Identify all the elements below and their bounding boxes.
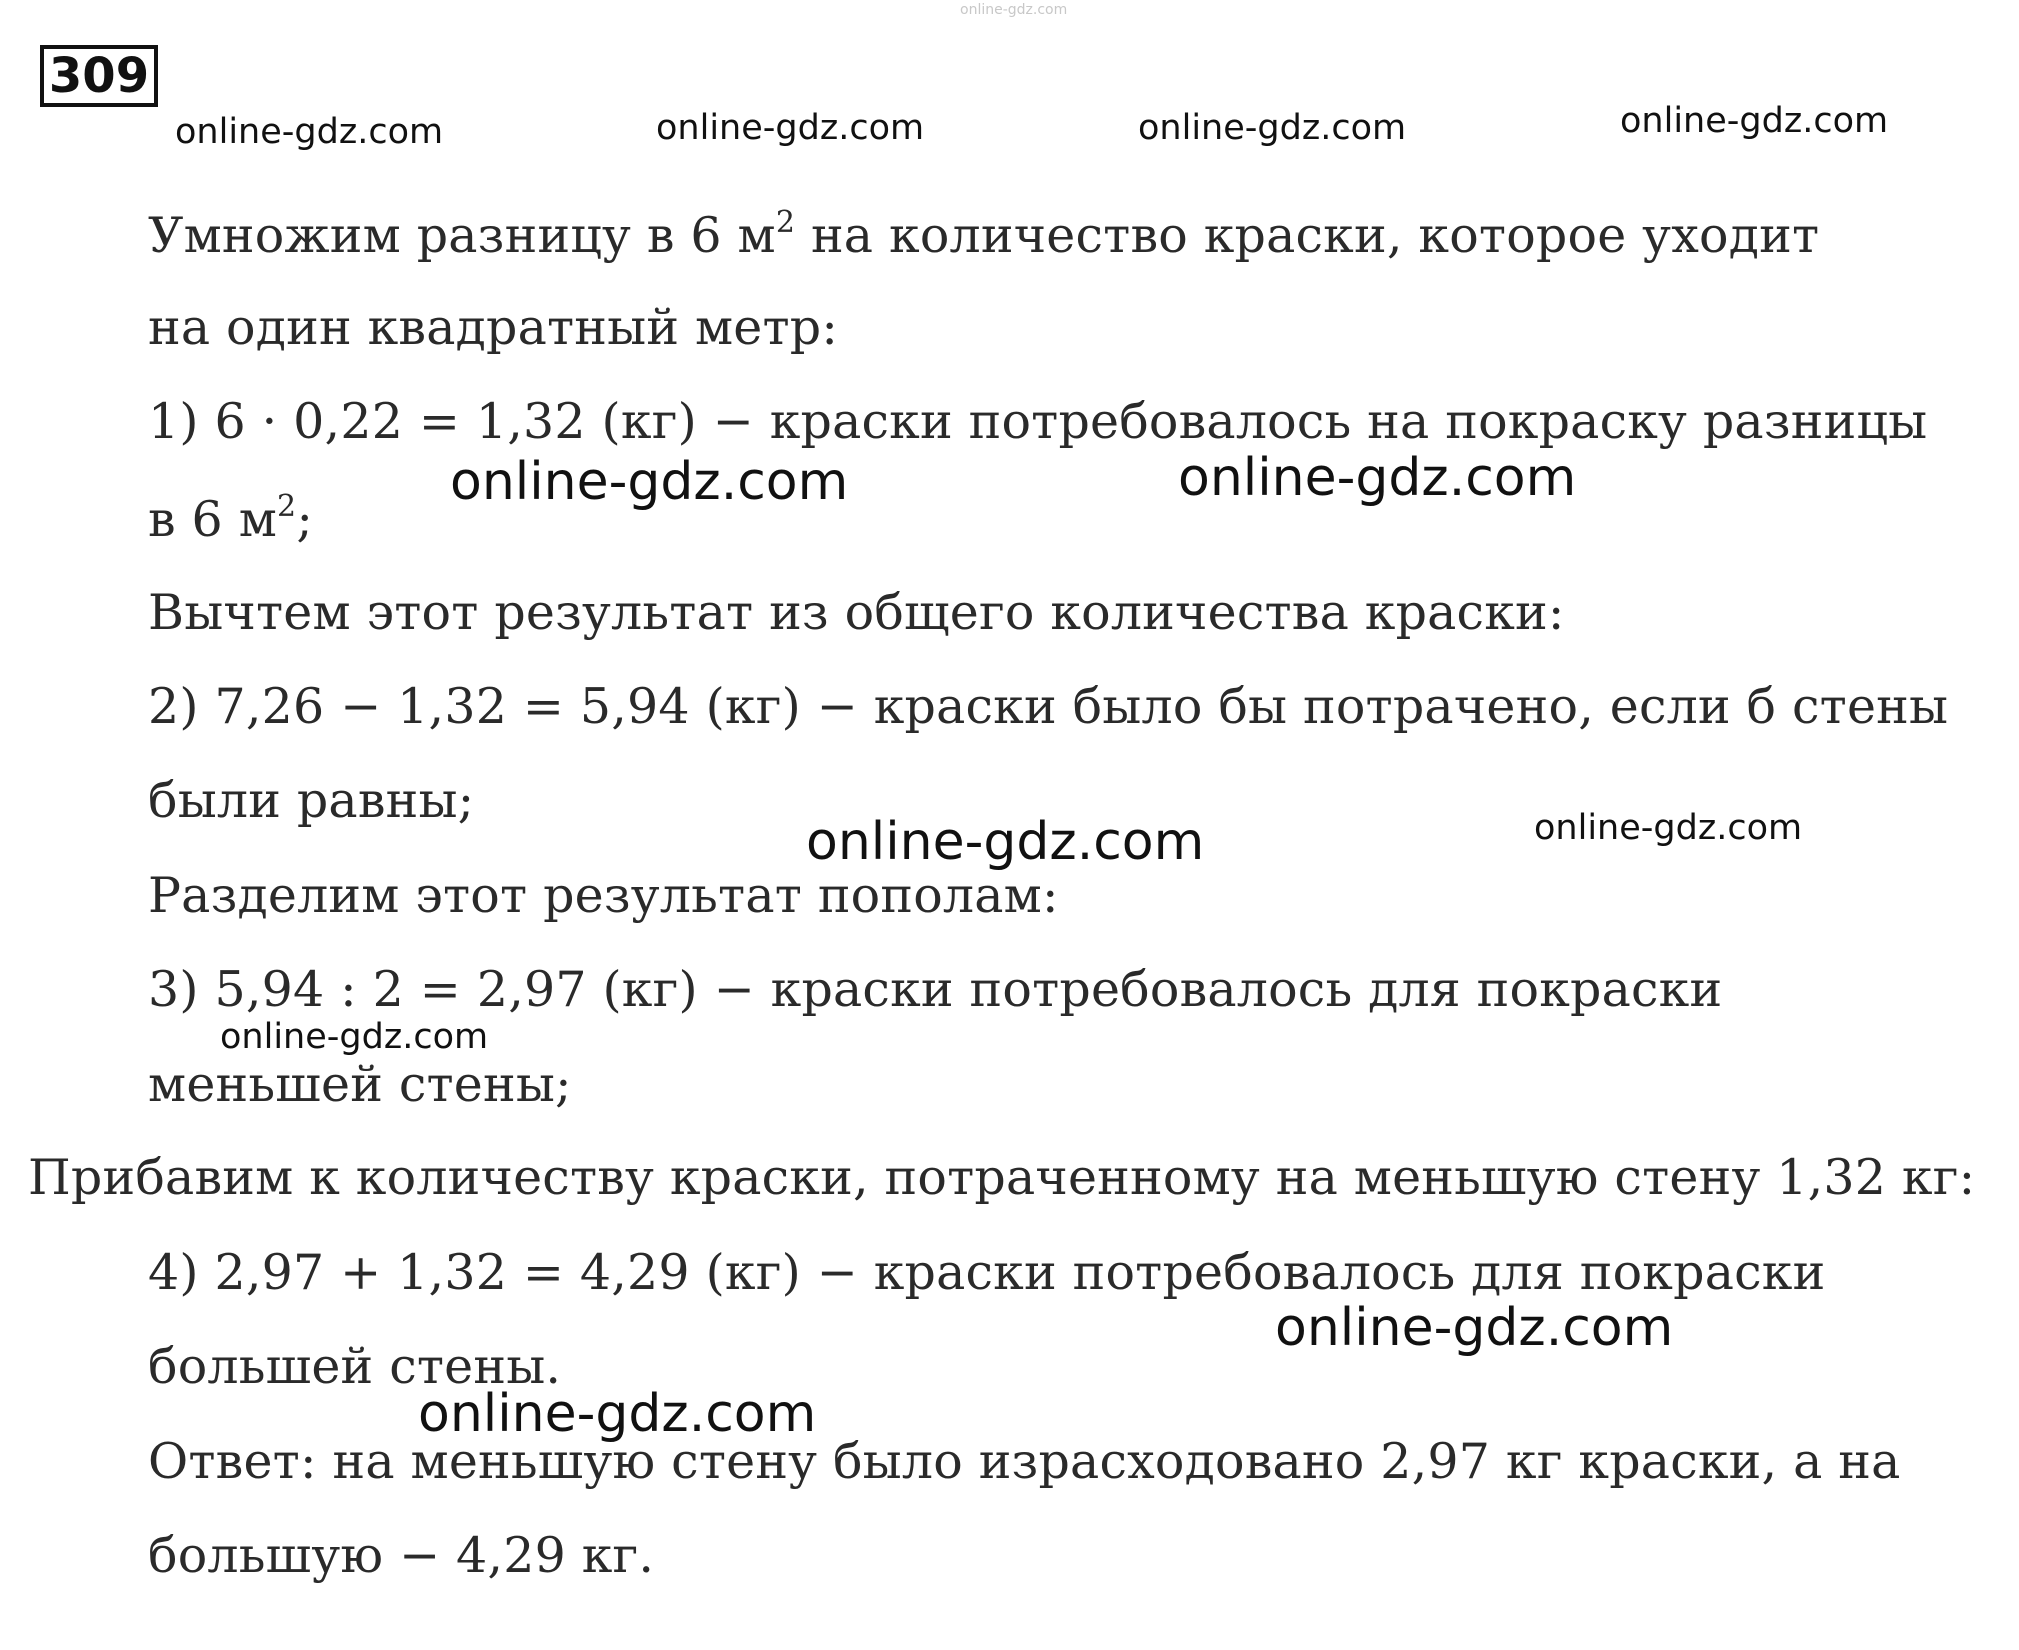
watermark: online-gdz.com [656, 108, 925, 148]
text-line: Вычтем этот результат из общего количества краски: [148, 584, 1565, 641]
watermark: online-gdz.com [960, 2, 1068, 18]
watermark: online-gdz.com [450, 452, 849, 512]
text-line: в 6 $м^2$; [148, 489, 314, 548]
text-line: на один квадратный метр: [148, 299, 839, 356]
watermark: online-gdz.com [175, 112, 444, 152]
text-line: 3) 5,94 : 2 = 2,97 (кг) − краски потребовалось для покраски [148, 961, 1723, 1018]
watermark: online-gdz.com [1275, 1298, 1674, 1358]
text-line: 4) 2,97 + 1,32 = 4,29 (кг) − краски потребовалось для покраски [148, 1244, 1826, 1301]
text-line: 1) 6 · 0,22 = 1,32 (кг) − краски потребовалось на покраску разницы [148, 393, 1928, 450]
watermark: online-gdz.com [418, 1384, 817, 1444]
watermark: online-gdz.com [1138, 108, 1407, 148]
text-line: были равны; [148, 772, 475, 829]
problem-number: 309 [40, 45, 158, 107]
text-line: большую − 4,29 кг. [148, 1527, 655, 1584]
text-line: Разделим этот результат пополам: [148, 867, 1059, 924]
text-line: Прибавим к количеству краски, потраченному на меньшую стену 1,32 кг: [28, 1149, 1976, 1206]
watermark: online-gdz.com [220, 1017, 489, 1057]
text-line: меньшей стены; [148, 1056, 572, 1113]
text-line: большей стены. [148, 1338, 562, 1395]
text-line: Умножим разницу в 6 $м^2$ на количество краски, которое уходит [148, 205, 1820, 264]
watermark: online-gdz.com [1620, 101, 1889, 141]
watermark: online-gdz.com [1534, 808, 1803, 848]
watermark: online-gdz.com [806, 812, 1205, 872]
watermark: online-gdz.com [1178, 448, 1577, 508]
text-line: Ответ: на меньшую стену было израсходовано 2,97 кг краски, а на [148, 1433, 1901, 1490]
text-line: 2) 7,26 − 1,32 = 5,94 (кг) − краски было бы потрачено, если б стены [148, 678, 1949, 735]
